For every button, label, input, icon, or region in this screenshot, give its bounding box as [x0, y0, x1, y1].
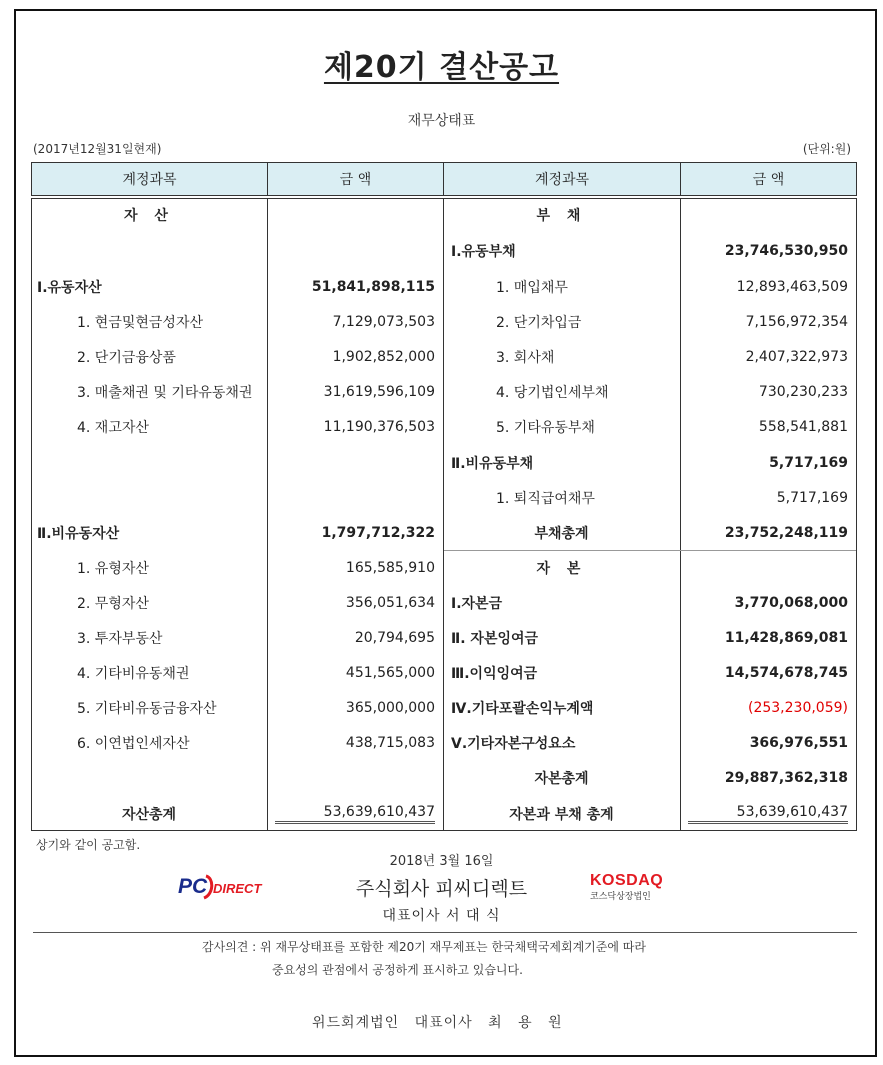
- list-item-amount: 451,565,000: [345, 665, 435, 681]
- list-item-amount: 5,717,169: [776, 490, 848, 506]
- list-item-label: 1. 현금및현금성자산: [77, 315, 203, 331]
- ceo-name: 대표이사 서 대 식: [382, 908, 501, 924]
- equity-item-label: Ⅳ.기타포괄손익누계액: [451, 701, 594, 717]
- header-amount-left: 금 액: [267, 162, 444, 196]
- list-item-label: 3. 회사채: [496, 350, 555, 366]
- list-item-label: 5. 기타유동부채: [496, 420, 595, 436]
- list-item-amount: 11,190,376,503: [323, 419, 435, 435]
- svg-text:KOSDAQ: KOSDAQ: [590, 872, 664, 889]
- noncurrent-liabilities-title: Ⅱ.비유동부채: [451, 456, 534, 472]
- equity-item-label: Ⅲ.이익잉여금: [451, 666, 538, 682]
- page-title: 제20기 결산공고: [323, 50, 560, 85]
- liability-equity-divider: [444, 550, 856, 551]
- assets-total-label: 자산총계: [121, 807, 177, 823]
- kosdaq-logo: [588, 869, 678, 905]
- liabilities-total-amount: 23,752,248,119: [724, 525, 848, 541]
- header-amount-right: 금 액: [680, 162, 857, 196]
- list-item-amount: 438,715,083: [345, 735, 435, 751]
- list-item-amount: 7,156,972,354: [745, 314, 848, 330]
- liabilities-section-heading: 부 채: [536, 208, 587, 224]
- list-item-amount: 1,902,852,000: [332, 349, 435, 365]
- list-item-label: 2. 단기금융상품: [77, 350, 176, 366]
- list-item-label: 1. 매입채무: [496, 280, 568, 296]
- list-item-amount: 365,000,000: [345, 700, 435, 716]
- announcement-date: 2018년 3월 16일: [389, 854, 494, 869]
- equity-section-heading: 자 본: [536, 561, 587, 577]
- list-item-amount: 356,051,634: [345, 595, 435, 611]
- list-item-label: 2. 무형자산: [77, 596, 149, 612]
- announcement-note: 상기와 같이 공고함.: [36, 838, 141, 852]
- equity-item-label: Ⅱ. 자본잉여금: [451, 631, 539, 647]
- liabilities-total-label: 부채총계: [534, 526, 589, 542]
- equity-item-amount: 366,976,551: [749, 735, 848, 751]
- auditor-signature: 위드회계법인 대표이사 최 용 원: [312, 1015, 563, 1031]
- list-item-amount: 558,541,881: [758, 419, 848, 435]
- list-item-label: 4. 당기법인세부채: [496, 385, 609, 401]
- company-name: 주식회사 피씨디렉트: [355, 878, 528, 900]
- equity-item-amount: 3,770,068,000: [734, 595, 848, 611]
- header-account-left: 계정과목: [31, 162, 268, 196]
- equity-item-amount: 14,574,678,745: [724, 665, 848, 681]
- balance-sheet-table: [31, 162, 857, 832]
- list-item-label: 3. 투자부동산: [77, 631, 163, 647]
- noncurrent-assets-title: Ⅱ.비유동자산: [37, 526, 120, 542]
- audit-opinion-line-2: 중요성의 관점에서 공정하게 표시하고 있습니다.: [272, 963, 523, 977]
- header-account-right: 계정과목: [443, 162, 681, 196]
- list-item-amount: 12,893,463,509: [736, 279, 848, 295]
- equity-total-amount: 29,887,362,318: [724, 770, 848, 786]
- list-item-label: 2. 단기차입금: [496, 315, 582, 331]
- equity-item-amount: 11,428,869,081: [724, 630, 848, 646]
- assets-section-heading: 자 산: [124, 208, 174, 224]
- noncurrent-liabilities-total: 5,717,169: [769, 455, 848, 471]
- list-item-amount: 165,585,910: [345, 560, 435, 576]
- as-of-date: (2017년12월31일현재): [33, 142, 162, 156]
- equity-total-label: 자본총계: [534, 771, 589, 787]
- unit-label: (단위:원): [802, 142, 851, 156]
- audit-opinion-line-1: 감사의견 : 위 재무상태표를 포함한 제20기 재무제표는 한국채택국제회계기준에 따라: [202, 940, 646, 954]
- list-item-amount: 31,619,596,109: [323, 384, 435, 400]
- list-item-label: 4. 재고자산: [77, 420, 149, 436]
- current-assets-total: 51,841,898,115: [311, 279, 435, 295]
- column-divider: [443, 198, 444, 831]
- list-item-amount: 2,407,322,973: [745, 349, 848, 365]
- negative-amount: (253,230,059): [748, 700, 848, 716]
- list-item-amount: 730,230,233: [758, 384, 848, 400]
- assets-total-amount: 53,639,610,437: [275, 802, 435, 826]
- svg-text:코스닥상장법인: 코스닥상장법인: [590, 892, 651, 902]
- svg-text:PC: PC: [178, 875, 208, 898]
- list-item-label: 6. 이연법인세자산: [77, 736, 190, 752]
- svg-text:DIRECT: DIRECT: [213, 881, 262, 896]
- equity-item-label: Ⅴ.기타자본구성요소: [451, 736, 576, 752]
- list-item-amount: 20,794,695: [354, 630, 435, 646]
- noncurrent-assets-total: 1,797,712,322: [321, 525, 435, 541]
- list-item-label: 4. 기타비유동채권: [77, 666, 190, 682]
- current-assets-title: Ⅰ.유동자산: [37, 280, 102, 296]
- grand-total-amount: 53,639,610,437: [688, 802, 848, 826]
- list-item-amount: 7,129,073,503: [332, 314, 435, 330]
- divider: [33, 932, 857, 933]
- list-item-label: 5. 기타비유동금융자산: [77, 701, 217, 717]
- list-item-label: 1. 퇴직급여채무: [496, 491, 595, 507]
- equity-item-label: Ⅰ.자본금: [451, 596, 503, 612]
- current-liabilities-title: Ⅰ.유동부채: [451, 244, 516, 260]
- grand-total-label: 자본과 부채 총계: [509, 807, 614, 823]
- current-liabilities-total: 23,746,530,950: [724, 243, 848, 259]
- statement-name: 재무상태표: [407, 113, 476, 129]
- list-item-label: 3. 매출채권 및 기타유동채권: [77, 385, 253, 401]
- list-item-label: 1. 유형자산: [77, 561, 149, 577]
